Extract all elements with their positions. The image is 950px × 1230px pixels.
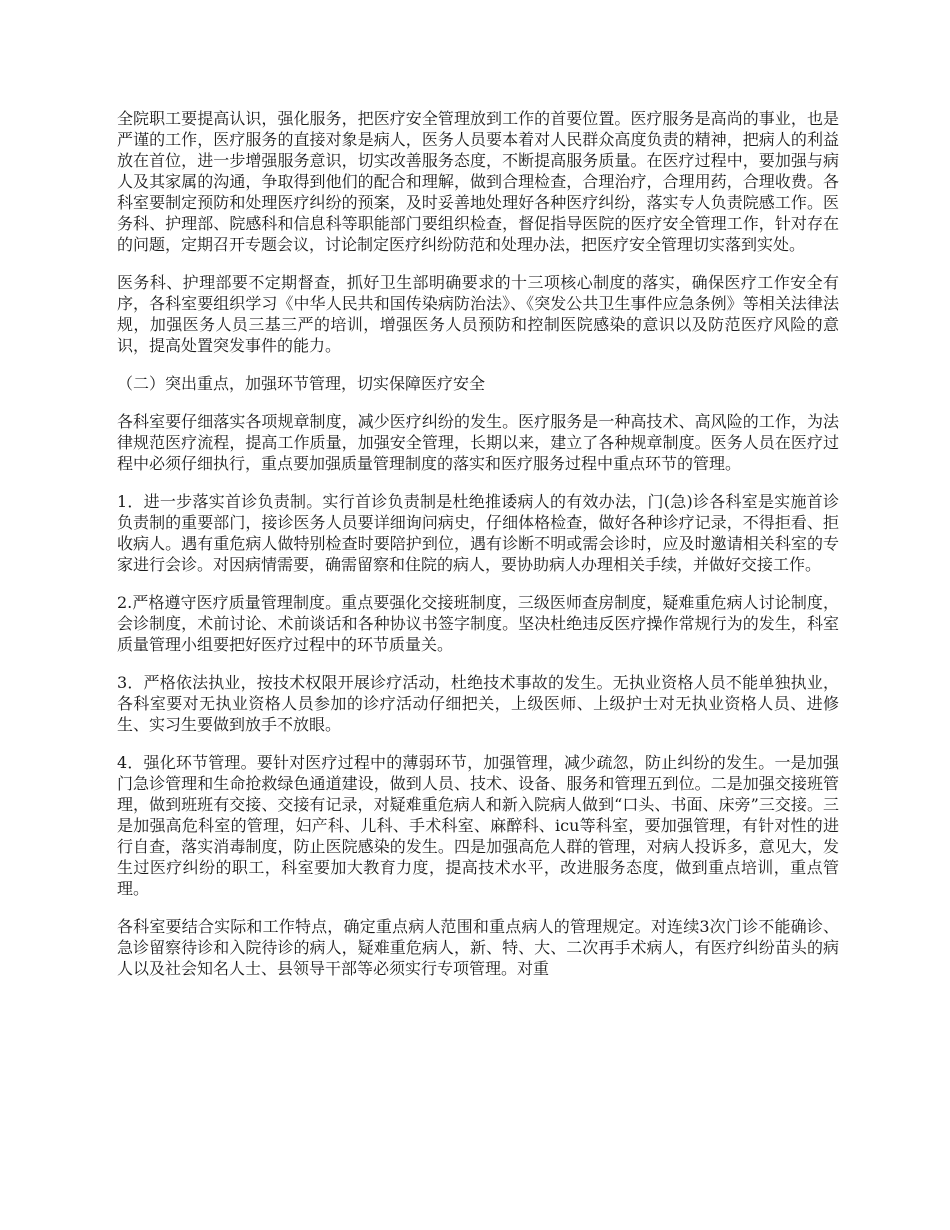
section-heading-key-points: （二）突出重点，加强环节管理，切实保障医疗安全 (117, 374, 486, 393)
list-item-quality-management: 2.严格遵守医疗质量管理制度。重点要强化交接班制度，三级医师查房制度，疑难重危病人讨论制度，会诊制度，术前讨论、术前谈话和各种协议书签字制度。坚决杜绝违反医疗操作常规行为的发生，科室质量管理小组要把好医疗过程中的环节质量关。 (117, 593, 839, 654)
paragraph-medical-safety-awareness: 全院职工要提高认识，强化服务，把医疗安全管理放到工作的首要位置。医疗服务是高尚的事业，也是严谨的工作，医疗服务的直接对象是病人，医务人员要本着对人民群众高度负责的精神，把病人的利益放在首位，进一步增强服务意识，切实改善服务态度，不断提高服务质量。在医疗过程中，要加强与病人及其家属的沟通，争取得到他们的配合和理解，做到合理检查，合理治疗，合理用药，合理收费。各科室要制定预防和处理医疗纠纷的预案，及时妥善地处理好各种医疗纠纷，落实专人负责院感工作。医务科、护理部、院感科和信息科等职能部门要组织检查，督促指导医院的医疗安全管理工作，针对存在的问题，定期召开专题会议，讨论制定医疗纠纷防范和处理办法，把医疗安全管理切实落到实处。 (117, 109, 839, 254)
paragraph-rules-implementation: 各科室要仔细落实各项规章制度，减少医疗纠纷的发生。医疗服务是一种高技术、高风险的工作，为法律规范医疗流程，提高工作质量，加强安全管理，长期以来，建立了各种规章制度。医务人员在医疗过程中必须仔细执行，重点要加强质量管理制度的落实和医疗服务过程中重点环节的管理。 (117, 412, 839, 473)
list-item-first-visit-responsibility: 1．进一步落实首诊负责制。实行首诊负责制是杜绝推诿病人的有效办法，门(急)诊各科室是实施首诊负责制的重要部门，接诊医务人员要详细询问病史，仔细体格检查，做好各种诊疗记录，不得拒看、拒收病人。遇有重危病人做特别检查时要陪护到位，遇有诊断不明或需会诊时，应及时邀请相关科室的专家进行会诊。对因病情需要，确需留察和住院的病人，要协助病人办理相关手续，并做好交接工作。 (117, 492, 839, 574)
paragraph-key-patients: 各科室要结合实际和工作特点，确定重点病人范围和重点病人的管理规定。对连续3次门诊不能确诊、急诊留察待诊和入院待诊的病人，疑难重危病人，新、特、大、二次再手术病人，有医疗纠纷苗头的病人以及社会知名人士、县领导干部等必须实行专项管理。对重 (117, 917, 839, 978)
document-body (117, 108, 839, 996)
list-item-lawful-practice: 3．严格依法执业，按技术权限开展诊疗活动，杜绝技术事故的发生。无执业资格人员不能单独执业，各科室要对无执业资格人员参加的诊疗活动仔细把关，上级医师、上级护士对无执业资格人员、进修生、实习生要做到放手不放眼。 (117, 673, 839, 734)
paragraph-supervision-training: 医务科、护理部要不定期督查，抓好卫生部明确要求的十三项核心制度的落实，确保医疗工作安全有序，各科室要组织学习《中华人民共和国传染病防治法》、《突发公共卫生事件应急条例》等相关法律法规，加强医务人员三基三严的培训，增强医务人员预防和控制医院感染的意识以及防范医疗风险的意识，提高处置突发事件的能力。 (117, 273, 839, 355)
list-item-process-management: 4．强化环节管理。要针对医疗过程中的薄弱环节，加强管理，减少疏忽，防止纠纷的发生。一是加强门急诊管理和生命抢救绿色通道建设，做到人员、技术、设备、服务和管理五到位。二是加强交接班管理，做到班班有交接、交接有记录，对疑难重危病人和新入院病人做到“口头、书面、床旁”三交接。三是加强高危科室的管理，妇产科、儿科、手术科室、麻醉科、icu等科室，要加强管理，有针对性的进行自查，落实消毒制度，防止医院感染的发生。四是加强高危人群的管理，对病人投诉多，意见大，发生过医疗纠纷的职工，科室要加大教育力度，提高技术水平，改进服务态度，做到重点培训，重点管理。 (117, 753, 839, 898)
